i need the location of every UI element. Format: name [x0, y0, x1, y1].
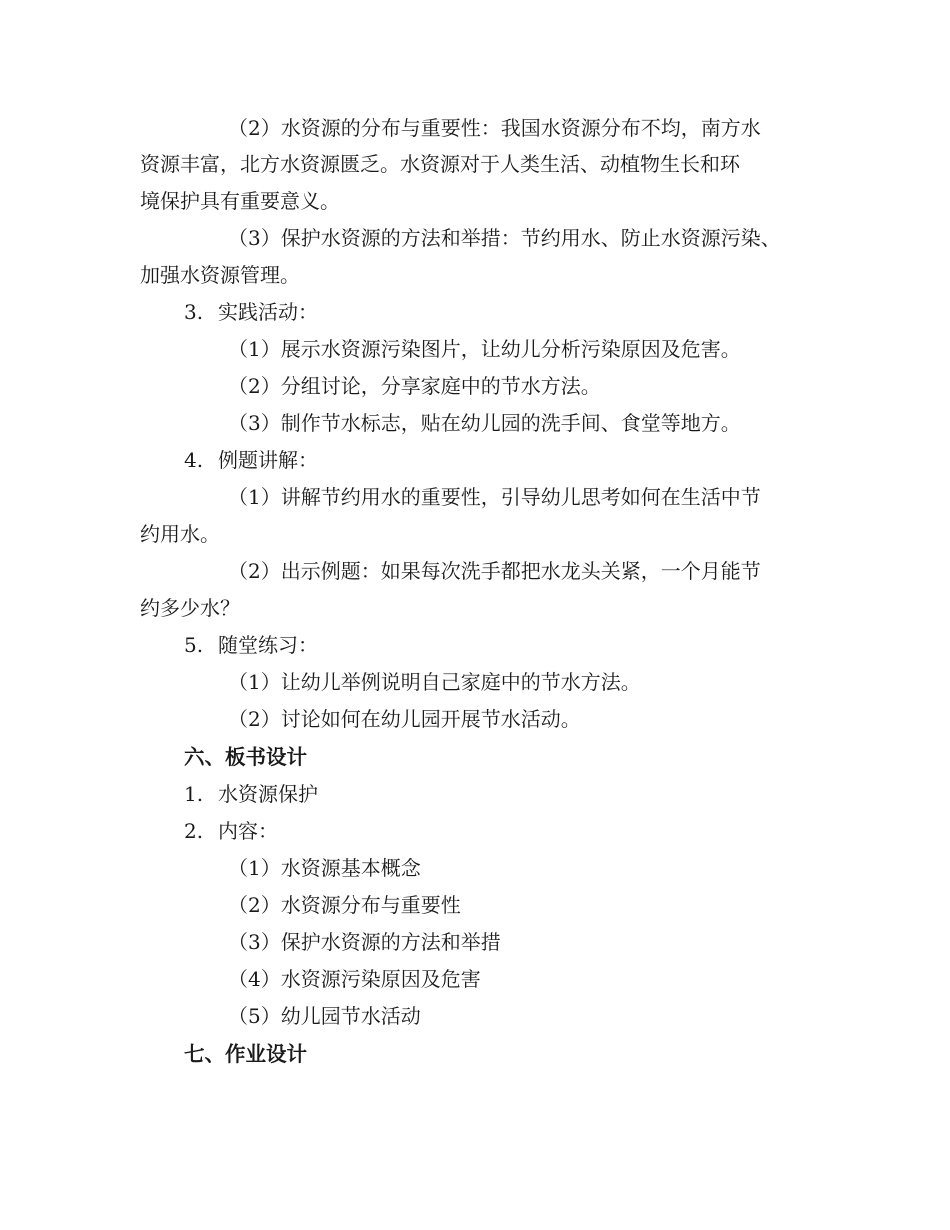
list-item: （3）制作节水标志，贴在幼儿园的洗手间、食堂等地方。	[228, 411, 741, 435]
list-item: （4）水资源污染原因及危害	[228, 967, 481, 991]
paragraph-line: 境保护具有重要意义。	[140, 189, 340, 213]
numbered-item	[184, 780, 318, 808]
paragraph-line: 约用水。	[140, 522, 220, 546]
item-title: 例题讲解：	[218, 448, 318, 472]
list-item: （3）保护水资源的方法和举措	[228, 930, 501, 954]
item-title: 随堂练习：	[218, 633, 318, 657]
list-item: （2）水资源分布与重要性	[228, 893, 461, 917]
paragraph-line: （2）水资源的分布与重要性：我国水资源分布不均，南方水	[228, 116, 761, 140]
item-title: 水资源保护	[218, 782, 318, 806]
paragraph-line: （2）出示例题：如果每次洗手都把水龙头关紧，一个月能节	[228, 559, 761, 583]
numbered-item	[184, 446, 318, 474]
numbered-item	[184, 298, 318, 326]
list-item: （1）水资源基本概念	[228, 856, 421, 880]
list-item: （5）幼儿园节水活动	[228, 1004, 421, 1028]
numbered-item	[184, 817, 278, 845]
paragraph-line: 约多少水？	[140, 596, 240, 620]
item-number: 1.	[184, 782, 204, 806]
list-item: （2）分组讨论，分享家庭中的节水方法。	[228, 374, 601, 398]
item-title: 内容：	[218, 819, 278, 843]
section-heading: 六、板书设计	[184, 745, 307, 769]
list-item: （1）展示水资源污染图片，让幼儿分析污染原因及危害。	[228, 337, 741, 361]
paragraph-line: （1）讲解节约用水的重要性，引导幼儿思考如何在生活中节	[228, 485, 761, 509]
item-number: 5.	[184, 633, 204, 657]
paragraph-line: 资源丰富，北方水资源匮乏。水资源对于人类生活、动植物生长和环	[140, 152, 740, 176]
item-number: 3.	[184, 300, 204, 324]
item-number: 2.	[184, 819, 204, 843]
item-number: 4.	[184, 448, 204, 472]
item-title: 实践活动：	[218, 300, 318, 324]
section-heading: 七、作业设计	[184, 1042, 307, 1066]
numbered-item	[184, 631, 318, 659]
paragraph-line: 加强水资源管理。	[140, 263, 300, 287]
list-item: （2）讨论如何在幼儿园开展节水活动。	[228, 707, 581, 731]
list-item: （1）让幼儿举例说明自己家庭中的节水方法。	[228, 670, 641, 694]
paragraph-line: （3）保护水资源的方法和举措：节约用水、防止水资源污染、	[228, 226, 781, 250]
